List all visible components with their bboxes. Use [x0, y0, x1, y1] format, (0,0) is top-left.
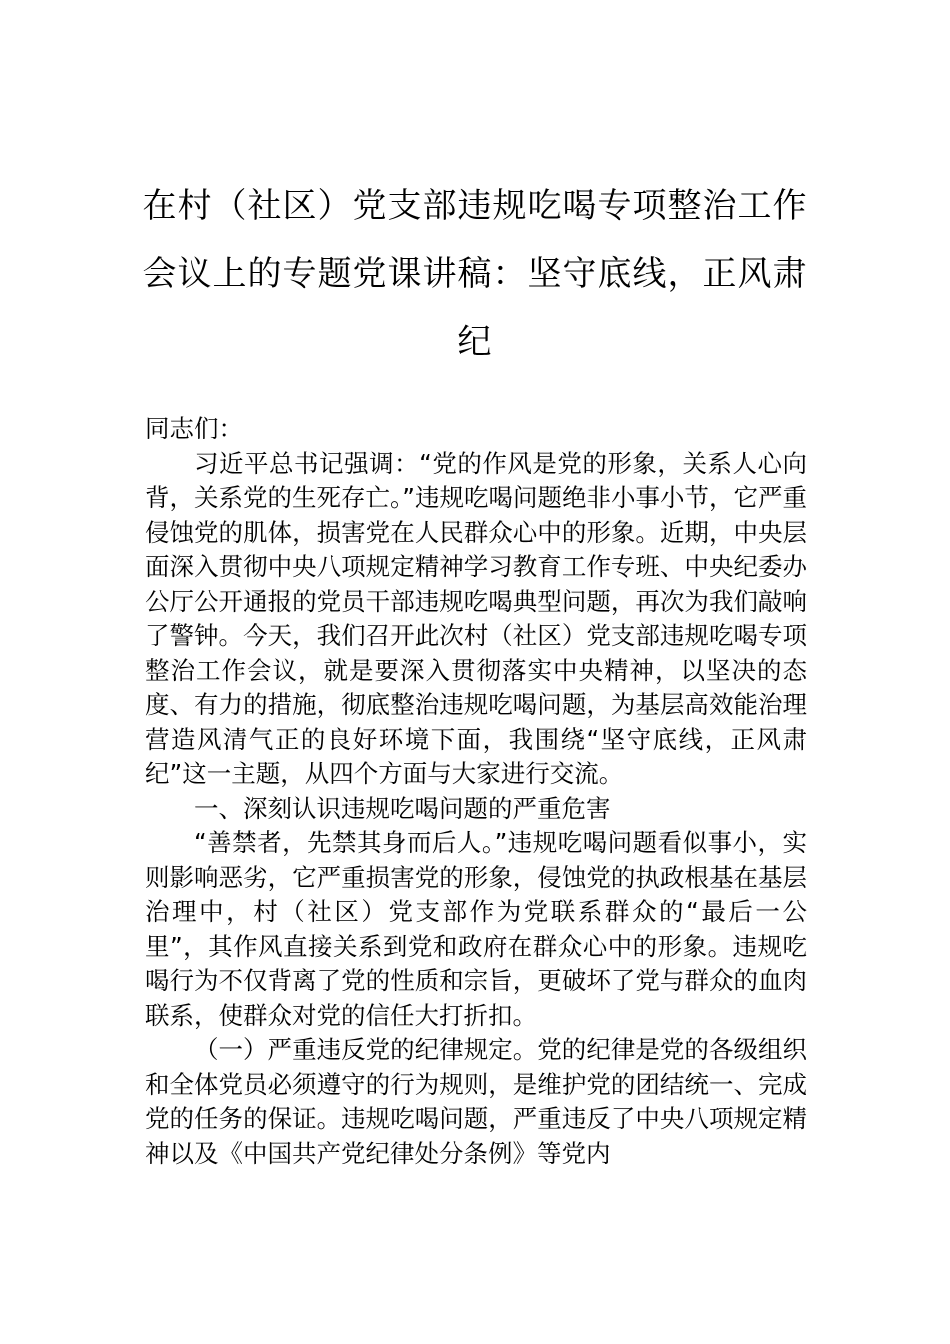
salutation: 同志们： — [145, 414, 243, 443]
section-heading: 一、深刻认识违规吃喝问题的严重危害 — [194, 793, 611, 823]
paragraph-section-one: “善禁者，先禁其身而后人。”违规吃喝问题看似事小，实则影响恶劣，它严重损害党的形象，侵蚀党的执政根基在基层治理中，村（社区）党支部作为党联系群众的“最后一公里”，其作风直接关系到党和政府在群众心中的形象。违规吃喝行为不仅背离了党的性质和宗旨，更破坏了党与群众的血肉联系，使群众对党的信任大打折扣。 — [145, 828, 807, 1030]
paragraph-intro: 习近平总书记强调：“党的作风是党的形象，关系人心向背，关系党的生死存亡。”违规吃喝问题绝非小事小节，它严重侵蚀党的肌体，损害党在人民群众心中的形象。近期，中央层面深入贯彻中央八项规定精神学习教育工作专班、中央纪委办公厅公开通报的党员干部违规吃喝典型问题，再次为我们敲响了警钟。今天，我们召开此次村（社区）党支部违规吃喝专项整治工作会议，就是要深入贯彻落实中央精神，以坚决的态度、有力的措施，彻底整治违规吃喝问题，为基层高效能治理营造风清气正的良好环境下面，我围绕“坚守底线，正风肃纪”这一主题，从四个方面与大家进行交流。 — [145, 448, 807, 788]
document-title: 在村（社区）党支部违规吃喝专项整治工作会议上的专题党课讲稿：坚守底线，正风肃纪 — [142, 186, 808, 362]
document-body — [145, 412, 807, 1171]
paragraph-subsection-one: （一）严重违反党的纪律规定。党的纪律是党的各级组织和全体党员必须遵守的行为规则，是维护党的团结统一、完成党的任务的保证。违规吃喝问题，严重违反了中央八项规定精神以及《中国共产党纪律处分条例》等党内 — [145, 1035, 807, 1168]
